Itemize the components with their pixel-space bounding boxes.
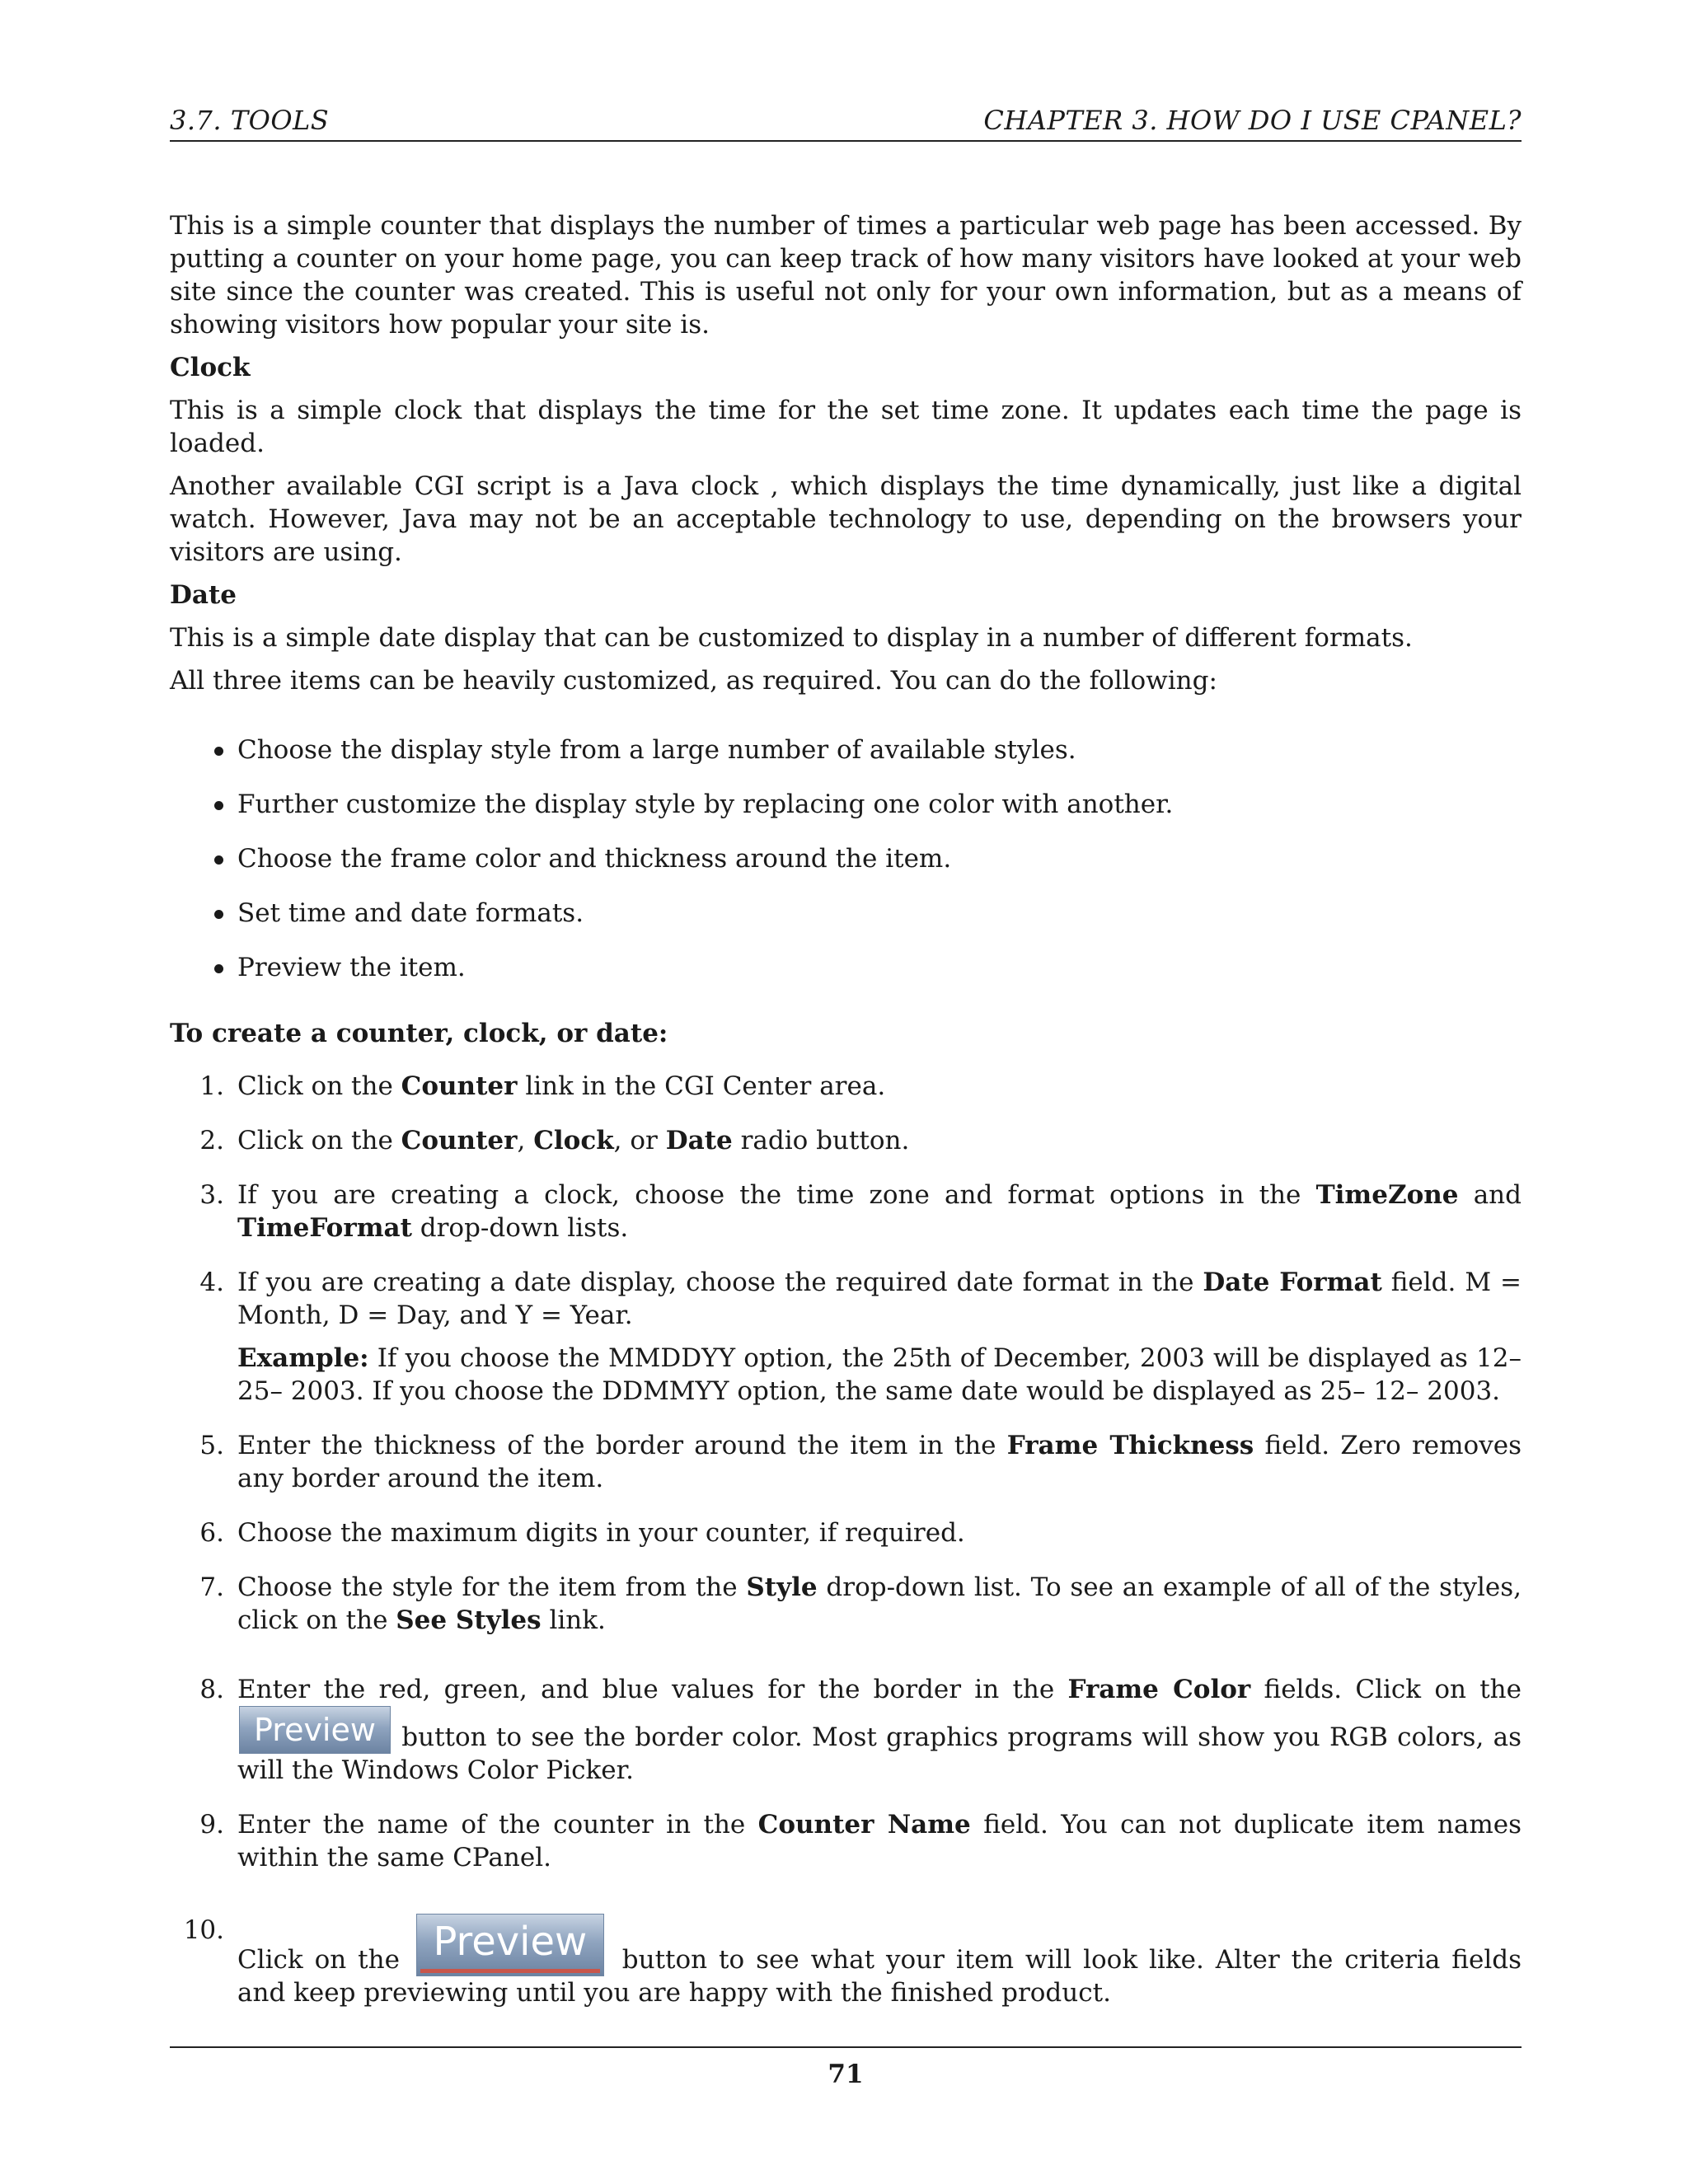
ui-term: Clock: [533, 1126, 614, 1155]
step-item: [170, 1070, 1522, 1103]
clock-paragraph-1: This is a simple clock that displays the time for the set time zone. It updates each time the page is loaded.: [170, 396, 1522, 458]
date-paragraph: This is a simple date display that can be customized to display in a number of different formats.: [170, 623, 1413, 653]
step-text: and: [1458, 1180, 1522, 1210]
example-label: Example:: [237, 1343, 369, 1373]
chapter-title: CHAPTER 3. HOW DO I USE CPANEL?: [983, 105, 1522, 136]
step-number: 3.: [199, 1180, 224, 1210]
clock-paragraph-2: Another available CGI script is a Java clock , which displays the time dynamically, just like a digital watch. However, Java may not be an acceptable technology to use, depending on the browsers your visitors are using.: [170, 471, 1522, 567]
ui-term: Frame Thickness: [1006, 1431, 1254, 1460]
step-item: [170, 1808, 1522, 1874]
list-item: Choose the display style from a large number of available styles.: [237, 733, 1522, 766]
clock-heading: Clock: [170, 353, 251, 382]
ui-term: TimeFormat: [237, 1213, 412, 1243]
date-heading: Date: [170, 580, 237, 610]
page-footer: [170, 2046, 1522, 2089]
ui-term: Counter: [401, 1071, 518, 1101]
step-text: Click on the: [237, 1126, 401, 1155]
step-number: 5.: [199, 1431, 224, 1460]
step-number: 6.: [199, 1518, 224, 1548]
step-text: field. Zero removes any border around the item.: [237, 1431, 1522, 1493]
ui-term: Counter: [401, 1126, 518, 1155]
step-number: 8.: [199, 1675, 224, 1704]
preview-button[interactable]: Preview: [239, 1706, 391, 1754]
list-item: Preview the item.: [237, 951, 1522, 984]
step-text: link.: [541, 1605, 606, 1635]
ui-term: Date: [665, 1126, 733, 1155]
step-number: 2.: [199, 1126, 224, 1155]
step-text: Enter the thickness of the border around the item in the: [237, 1431, 1007, 1460]
step-item: [170, 1429, 1522, 1495]
step-item: [170, 1571, 1522, 1637]
page-body: [170, 209, 1522, 2009]
step-text: Enter the name of the counter in the: [237, 1810, 758, 1840]
section-title: 3.7. TOOLS: [170, 105, 330, 136]
step-text: drop-down list. To see an example of all of the styles, click on the: [237, 1572, 1522, 1635]
step-number: 1.: [199, 1071, 224, 1101]
ui-term: See Styles: [396, 1605, 542, 1635]
page-number: 71: [828, 2060, 864, 2089]
ui-term: TimeZone: [1315, 1180, 1459, 1210]
step-text: If you are creating a date display, choose the required date format in the: [237, 1268, 1203, 1297]
step-number: 7.: [199, 1572, 224, 1602]
step-text: field. M = Month, D = Day, and Y = Year.: [237, 1268, 1522, 1330]
step-text: If you are creating a clock, choose the time zone and format options in the: [237, 1180, 1316, 1210]
list-item: Further customize the display style by replacing one color with another.: [237, 788, 1522, 821]
step-text: field. You can not duplicate item names within the same CPanel.: [237, 1810, 1522, 1872]
step-text: Click on the: [237, 1945, 411, 1975]
step-item: [170, 1914, 1522, 2009]
ui-term: Style: [746, 1572, 818, 1602]
customize-intro: All three items can be heavily customized, as required. You can do the following:: [170, 666, 1217, 696]
step-item: [170, 1124, 1522, 1157]
example-note: [237, 1342, 1522, 1408]
example-text: If you choose the MMDDYY option, the 25th of December, 2003 will be displayed as 12– 25– 2003. If you choose the DDMMYY option, the same date would be displayed as 25– 12– 2003.: [237, 1343, 1522, 1406]
procedure-steps: [170, 1070, 1522, 2009]
ui-term: Counter Name: [757, 1810, 971, 1840]
step-text: radio button.: [732, 1126, 910, 1155]
step-text: , or: [613, 1126, 666, 1155]
preview-button[interactable]: Preview: [416, 1914, 604, 1976]
step-text: ,: [517, 1126, 534, 1155]
step-number: 9.: [199, 1810, 224, 1840]
feature-list: [170, 733, 1522, 984]
step-text: Choose the maximum digits in your counter, if required.: [237, 1518, 965, 1548]
step-item: [170, 1266, 1522, 1408]
step-text: drop-down lists.: [411, 1213, 629, 1243]
list-item: Set time and date formats.: [237, 897, 1522, 930]
step-number: 4.: [199, 1268, 224, 1297]
step-item: [170, 1179, 1522, 1244]
step-text: button to see what your item will look like. Alter the criteria fields and keep previewing until you are happy with the finished product.: [237, 1945, 1522, 2008]
procedure-heading: To create a counter, clock, or date:: [170, 1019, 668, 1048]
step-text: button to see the border color. Most graphics programs will show you RGB colors, as will the Windows Color Picker.: [237, 1722, 1522, 1785]
step-item: [170, 1516, 1522, 1549]
step-number: 10.: [183, 1915, 224, 1945]
step-text: Enter the red, green, and blue values for the border in the: [237, 1675, 1068, 1704]
step-text: link in the CGI Center area.: [517, 1071, 886, 1101]
list-item: Choose the frame color and thickness around the item.: [237, 842, 1522, 875]
ui-term: Date Format: [1203, 1268, 1382, 1297]
ui-term: Frame Color: [1067, 1675, 1251, 1704]
step-text: Click on the: [237, 1071, 401, 1101]
page: [170, 104, 1522, 2031]
step-text: Choose the style for the item from the: [237, 1572, 747, 1602]
step-item: [170, 1673, 1522, 1787]
step-text: fields. Click on the: [1250, 1675, 1522, 1704]
intro-paragraph: This is a simple counter that displays the number of times a particular web page has been accessed. By putting a counter on your home page, you can keep track of how many visitors have looked at your web site since the counter was created. This is useful not only for your own information, but as a means of showing visitors how popular your site is.: [170, 211, 1522, 340]
running-header: [170, 104, 1522, 142]
